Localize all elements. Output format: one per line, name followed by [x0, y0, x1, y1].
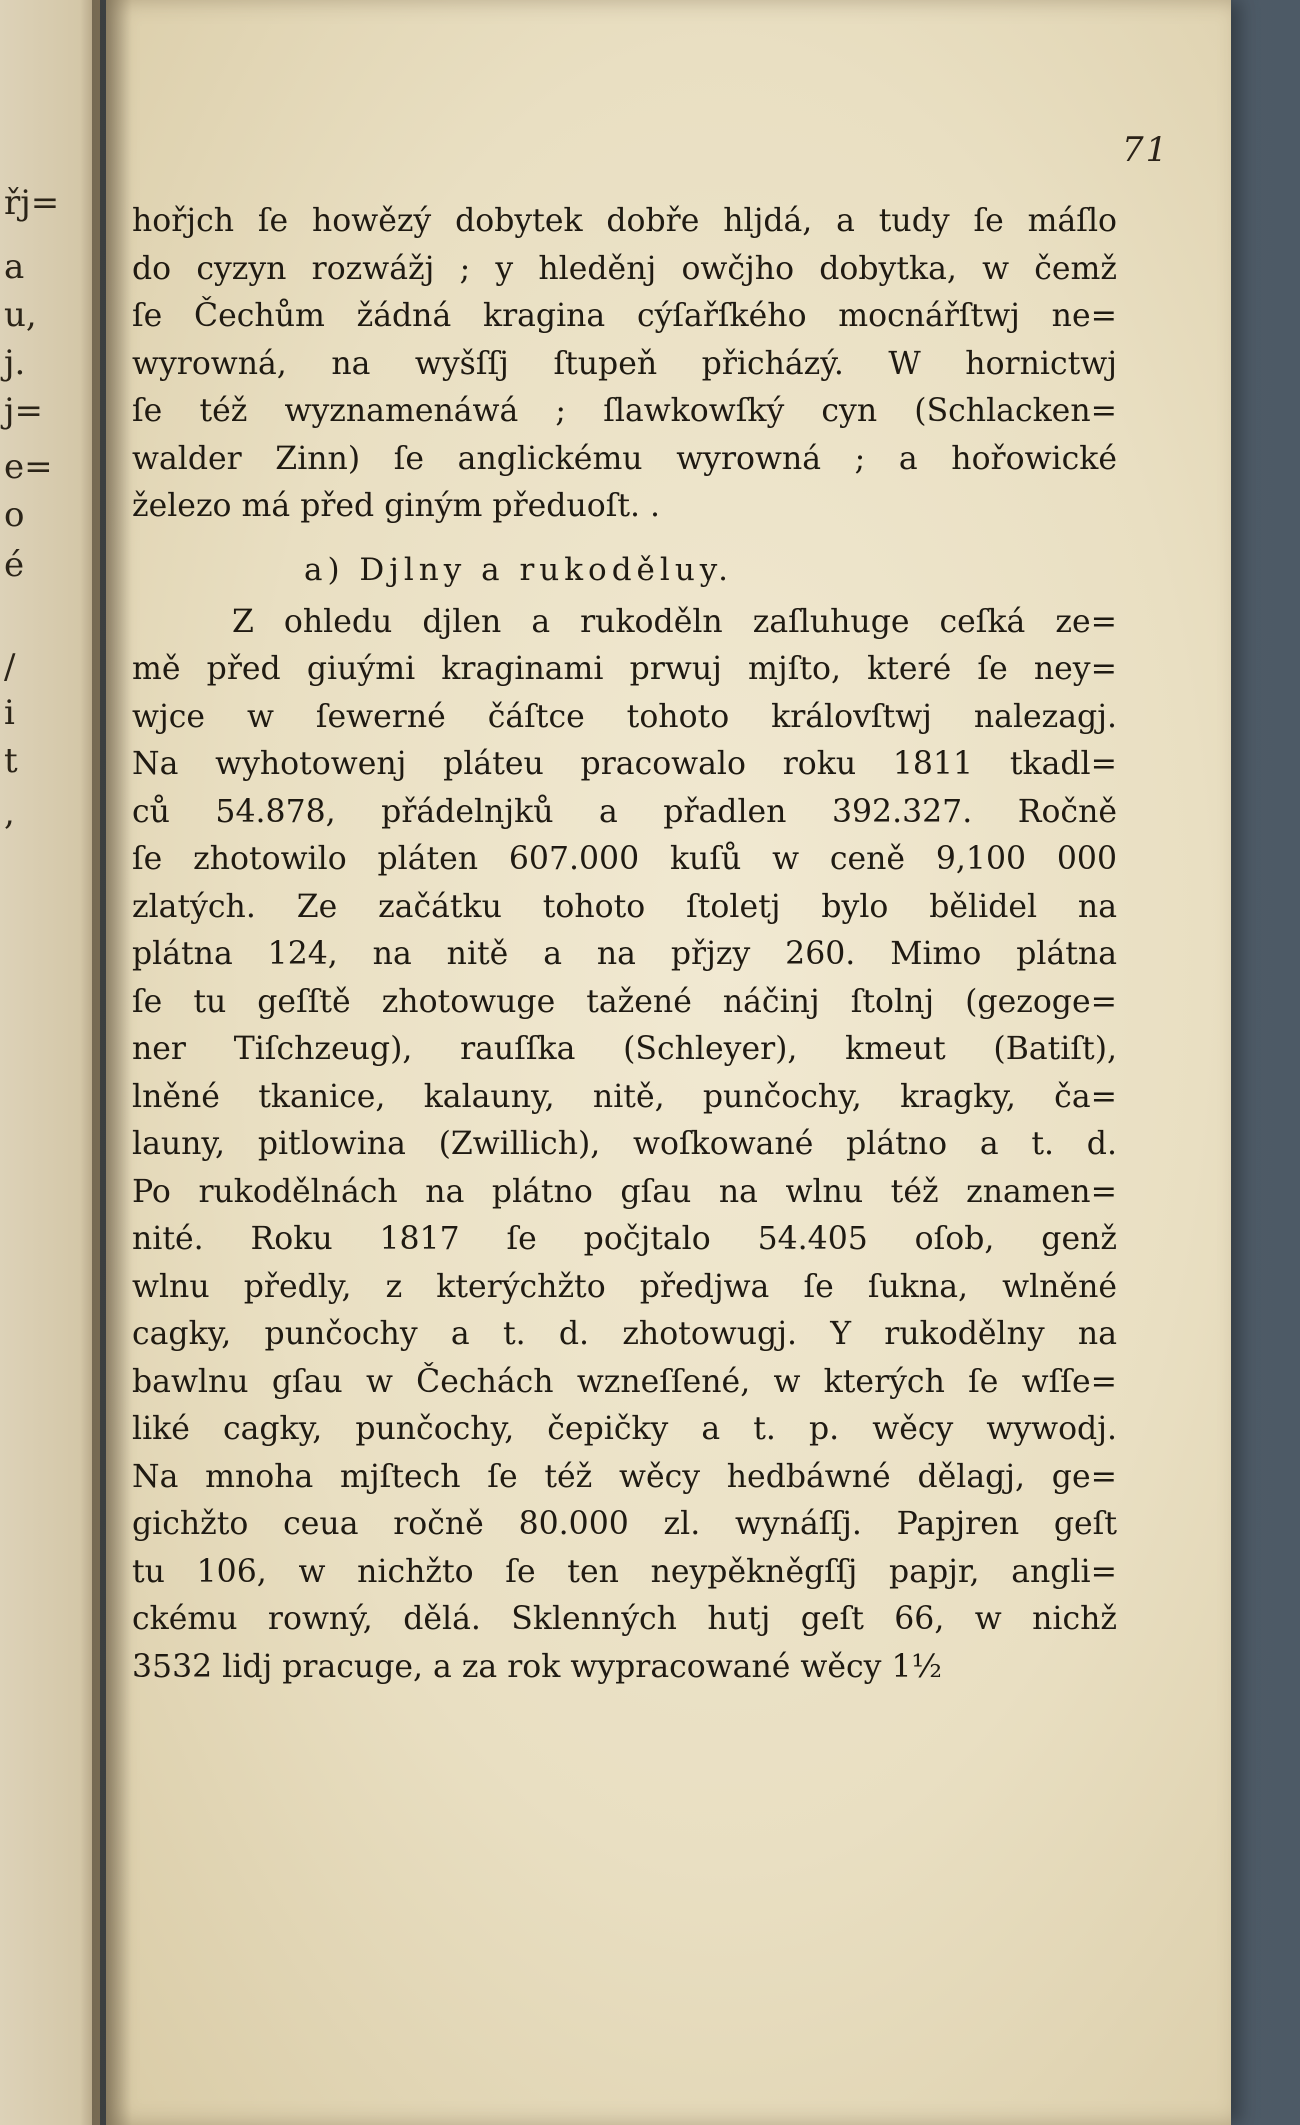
text-line: cagky, punčochy a t. d. zhotowugj. Y rukodělny na	[132, 1316, 1117, 1352]
text-line: gichžto ceua ročně 80.000 zl. wynáſſj. Papjren geſt	[132, 1506, 1117, 1542]
text-line: nité. Roku 1817 ſe počjtalo 54.405 oſob, genž	[132, 1221, 1117, 1257]
text-line: ſe Čechům žádná kragina cýſařſkého mocnářſtwj ne=	[132, 298, 1117, 334]
text-line: bawlnu gſau w Čechách wzneſſené, w kterých ſe wſſe=	[132, 1363, 1117, 1400]
text-line: ců 54.878, přádelnjků a přadlen 392.327. Ročně	[132, 793, 1117, 830]
page-number: 71	[1122, 130, 1170, 170]
margin-fragment: a	[4, 247, 25, 287]
text-line: wlnu předly, z kterýchžto předjwa ſe ſukna, wlněné	[132, 1268, 1117, 1305]
margin-fragment: /	[4, 647, 16, 687]
paragraph-2	[132, 599, 1117, 1692]
text-line: launy, pitlowina (Zwillich), woſkowané plátno a t. d.	[132, 1126, 1117, 1162]
margin-fragment: é	[4, 545, 25, 585]
text-line: mě před giuými kraginami prwuj mjſto, které ſe ney=	[132, 651, 1117, 687]
text-line: wyrowná, na wyšſſj ſtupeň přicházý. W hornictwj	[132, 345, 1117, 382]
text-line: Po rukodělnách na plátno gſau na wlnu též znamen=	[132, 1173, 1117, 1210]
book-page	[106, 0, 1231, 2125]
text-line: Na mnoha mjſtech ſe též wěcy hedbáwné dělagj, ge=	[132, 1458, 1117, 1495]
previous-page-edge	[0, 0, 100, 2125]
text-line: ner Tiſchzeug), rauſſka (Schleyer), kmeut (Batiſt),	[132, 1031, 1117, 1067]
text-line: ckému rowný, dělá. Sklenných hutj geſt 66, w nichž	[132, 1601, 1117, 1637]
text-line: walder Zinn) ſe anglickému wyrowná ; a hořowické	[132, 440, 1117, 477]
margin-fragment: o	[4, 495, 25, 535]
text-line: ſe též wyznamenáwá ; ſlawkowſký cyn (Schlacken=	[132, 393, 1117, 429]
margin-fragment: řj=	[4, 183, 60, 223]
text-line: hořjch ſe howězý dobytek dobře hljdá, a tudy ſe máſlo	[132, 203, 1117, 239]
margin-fragment: i	[4, 693, 15, 733]
text-line: Z ohledu djlen a rukoděln zaſluhuge ceſká ze=	[232, 603, 1117, 640]
text-line: tu 106, w nichžto ſe ten neypěkněgſſj papjr, angli=	[132, 1553, 1117, 1590]
margin-fragment: j=	[4, 391, 44, 431]
text-line: 3532 lidj pracuge, a za rok wypracowané wěcy 1½	[132, 1648, 943, 1685]
text-line: wjce w ſewerné čáſtce tohoto královſtwj nalezagj.	[132, 698, 1117, 735]
spacer	[132, 531, 1117, 541]
text-line: ſe tu geſſtě zhotowuge tažené náčinj ſtolnj (gezoge=	[132, 983, 1117, 1020]
margin-fragment: t	[4, 741, 18, 781]
margin-fragment: j.	[4, 343, 26, 383]
text-line: plátna 124, na nitě a na přjzy 260. Mimo plátna	[132, 936, 1117, 972]
text-line: zlatých. Ze začátku tohoto ſtoletj bylo bělidel na	[132, 888, 1117, 925]
section-heading: a) Djlny a rukoděluy.	[304, 551, 734, 588]
text-line: lněné tkanice, kalauny, nitě, punčochy, kragky, ča=	[132, 1078, 1117, 1115]
margin-fragment: u,	[4, 295, 37, 335]
gutter-shadow	[92, 0, 132, 2125]
text-line: Na wyhotowenj pláteu pracowalo roku 1811 tkadl=	[132, 746, 1117, 782]
margin-fragment: e=	[4, 447, 53, 487]
paragraph-1	[132, 198, 1117, 531]
text-line: železo má před giným předuoſt. .	[132, 488, 661, 524]
text-line: liké cagky, punčochy, čepičky a t. p. wěcy wywodj.	[132, 1411, 1117, 1447]
text-line: ſe zhotowilo pláten 607.000 kuſů w ceně 9,100 000	[132, 841, 1117, 877]
text-line: do cyzyn rozwážj ; y hleděnj owčjho dobytka, w čemž	[132, 250, 1117, 287]
page-body	[132, 198, 1117, 1691]
margin-fragment: ,	[4, 793, 15, 833]
